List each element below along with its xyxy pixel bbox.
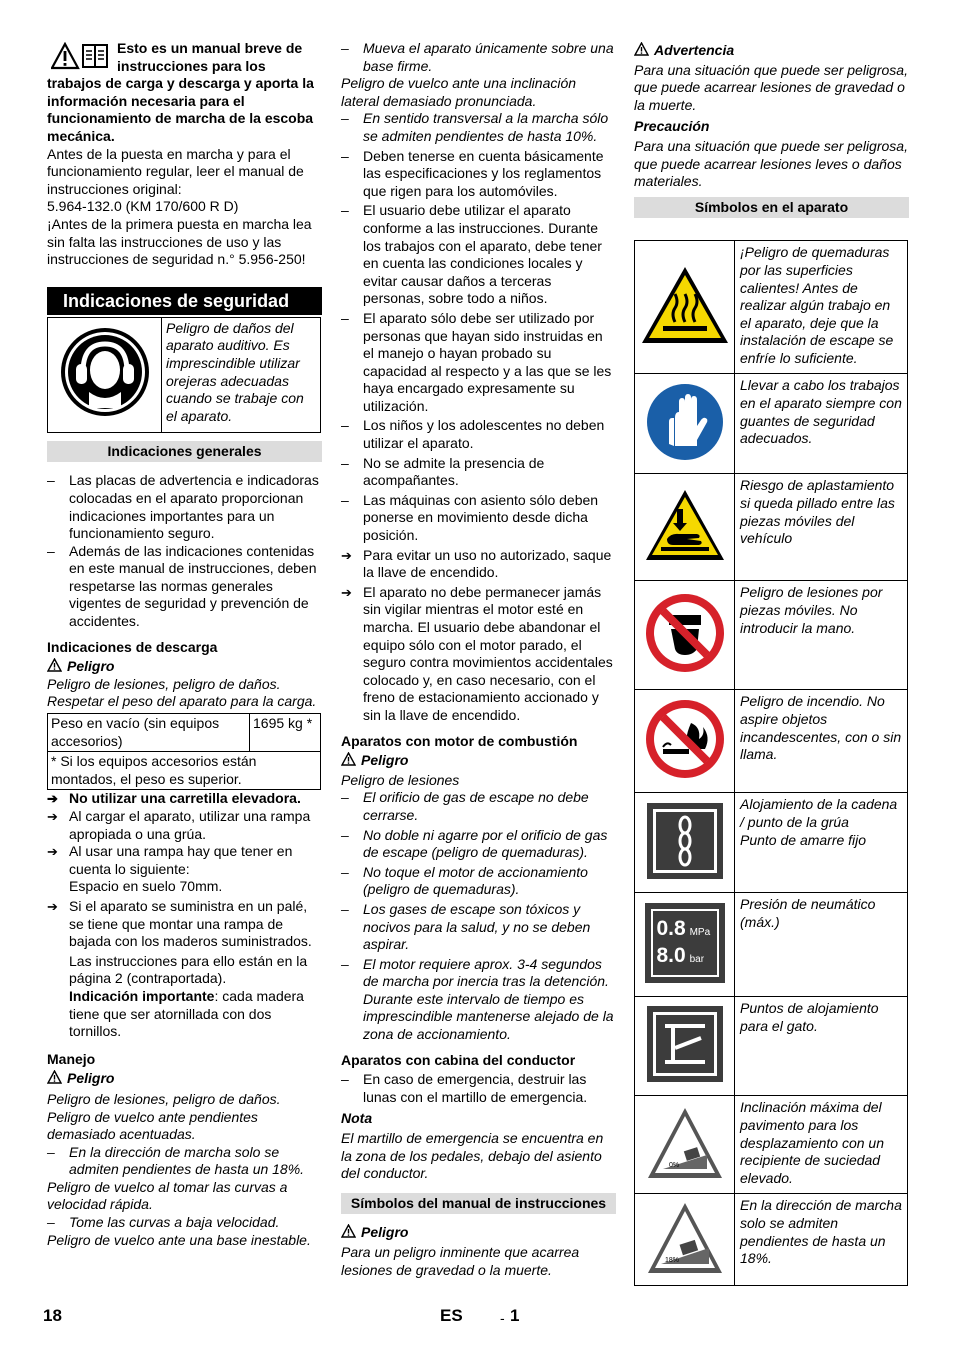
table-row: [635, 893, 908, 997]
tire-pressure-icon: [645, 903, 725, 983]
list-item: – Los niños y los adolescentes no deben utilizar el aparato.: [341, 417, 616, 452]
combustion-title: Aparatos con motor de combustión: [341, 732, 578, 749]
table-row: [635, 690, 908, 793]
intro-p3: ¡Antes de la primera puesta en marcha lea sin falta las instrucciones de uso y las instrucciones de seguridad n.° 5.956-250!: [47, 215, 312, 268]
symbol-text: ¡Peligro de quemaduras por las superficies calientes! Antes de realizar algún trabajo en el aparato, deje que la instalación de escape se enfríe lo suficiente.: [735, 241, 908, 374]
ear-protection-text: Peligro de daños del aparato auditivo. Es imprescindible utilizar orejeras adecuadas cuando se trabaje con el aparato.: [162, 317, 321, 432]
list-item: – No se admite la presencia de acompañantes.: [341, 455, 616, 490]
combustion-sub: Peligro de lesiones: [341, 771, 460, 788]
symbol-text: Llevar a cabo los trabajos en el aparato siempre con guantes de seguridad adecuados.: [735, 374, 908, 474]
column-left: [47, 40, 322, 1249]
warning-label: Advertencia: [654, 42, 735, 58]
intro-bold: Esto es un manual breve de instrucciones para los trabajos de carga y descarga y aporta la información necesaria para el funcionamiento de marcha de la escoba mecánica.: [47, 40, 314, 144]
list-item: – Mueva el aparato únicamente sobre una base firme.: [341, 40, 616, 75]
list-item: – Los gases de escape son tóxicos y nocivos para la salud, y no se deben aspirar.: [341, 901, 616, 954]
warning-icon: [47, 1070, 62, 1084]
list-item: – El aparato sólo debe ser utilizado por personas que hayan sido instruidas en el manejo o hayan probado su capacidad al respecto y a las que se les haya encargado expresamente su utilización.: [341, 310, 616, 416]
weight-table: [47, 713, 321, 790]
pressure-mpa-unit: MPa: [689, 926, 711, 938]
safety-title: Indicaciones de seguridad: [47, 287, 322, 315]
jack-point-icon: [645, 1004, 725, 1084]
hot-surface-icon: [639, 264, 731, 346]
symbol-text: Puntos de alojamiento para el gato.: [735, 997, 908, 1096]
table-row: [635, 241, 908, 374]
ear-protection-table: [47, 317, 321, 433]
column-middle: [341, 40, 616, 1279]
manejo-danger-3: Peligro de vuelco al tomar las curvas a velocidad rápida.: [47, 1178, 288, 1213]
danger-label: Peligro: [67, 1070, 115, 1087]
list-item: – No doble ni agarre por el orificio de gas de escape (peligro de quemaduras).: [341, 827, 616, 862]
gloves-icon: [645, 382, 725, 462]
warning-icon: [634, 42, 649, 56]
danger-label: Peligro: [361, 752, 409, 769]
device-symbols-title: Símbolos en el aparato: [634, 197, 909, 219]
symbol-text: Alojamiento de la cadena / punto de la grúa Punto de amarre fijo: [735, 793, 908, 893]
intro-block: [47, 40, 322, 269]
symbol-text: Peligro de incendio. No aspire objetos incandescentes, con o sin llama.: [735, 690, 908, 793]
list-item: – No toque el motor de accionamiento (peligro de quemaduras).: [341, 864, 616, 899]
unload-danger: Peligro de lesiones, peligro de daños. Respetar el peso del aparato para la carga.: [47, 675, 317, 710]
general-title: Indicaciones generales: [47, 441, 322, 463]
list-item: ➔ Si el aparato se suministra en un palé, se tiene que montar una rampa de bajada con los maderos suministrados.: [47, 898, 322, 951]
list-item: – Tome las curvas a baja velocidad.: [47, 1214, 322, 1232]
page-number: 18: [43, 1306, 62, 1325]
symbol-text: Presión de neumático (máx.): [735, 893, 908, 997]
list-item: – En sentido transversal a la marcha sólo se admiten pendientes de hasta 10%.: [341, 110, 616, 145]
symbol-text: Peligro de lesiones por piezas móviles. No introducir la mano.: [735, 581, 908, 690]
crush-hazard-icon: [643, 487, 727, 563]
list-item: ➔ El aparato no debe permanecer jamás sin vigilar mientras el motor esté en marcha. El usuario debe abandonar el equipo sólo con el motor parado, el seguro contra movimientos accidentales colocado y, en caso necesario, con el freno de estacionamiento accionado y sin la llave de encendido.: [341, 584, 616, 725]
manual-symbols-title: Símbolos del manual de instrucciones: [341, 1193, 616, 1215]
list-item: – En caso de emergencia, destruir las lunas con el martillo de emergencia.: [341, 1071, 616, 1106]
list-item: – En la dirección de marcha solo se admiten pendientes de hasta un 18%.: [47, 1144, 322, 1179]
list-item: ➔ Al cargar el aparato, utilizar una rampa apropiada o una grúa.: [47, 808, 322, 843]
symbol-text: Inclinación máxima del pavimento para los desplazamiento con un recipiente de suciedad elevado.: [735, 1096, 908, 1194]
unload-title: Indicaciones de descarga: [47, 638, 218, 655]
table-row: [635, 1194, 908, 1286]
chain-point-icon: [645, 801, 725, 881]
max-incline-icon: [645, 1105, 725, 1181]
lateral-danger: Peligro de vuelco ante una inclinación lateral demasiado pronunciada.: [341, 75, 577, 109]
manejo-danger-2: Peligro de vuelco ante pendientes demasiado acentuadas.: [47, 1108, 258, 1143]
list-item: – Las placas de advertencia e indicadoras colocadas en el aparato proporcionan indicaciones importantes para un funcionamiento seguro.: [47, 472, 322, 542]
weight-value: 1695 kg *: [250, 714, 321, 752]
manual-icons: [51, 42, 111, 75]
ear-protection-icon: [59, 326, 151, 418]
warning-icon: [341, 752, 356, 766]
symbol-text: En la dirección de marcha solo se admiten pendientes de hasta un 18%.: [735, 1194, 908, 1286]
pressure-bar-unit: bar: [689, 953, 705, 965]
ramp-space: Espacio en suelo 70mm.: [69, 878, 223, 895]
weight-label: Peso en vacío (sin equipos accesorios): [48, 714, 250, 752]
list-item: – Las máquinas con asiento sólo deben ponerse en movimiento desde dicha posición.: [341, 492, 616, 545]
weight-note: * Si los equipos accesorios están montados, el peso es superior.: [48, 752, 321, 790]
list-item: – El orificio de gas de escape no debe cerrarse.: [341, 789, 616, 824]
warning-book-icon: [51, 42, 111, 70]
warning-text: Para una situación que puede ser peligrosa, que puede acarrear lesiones de gravedad o la muerte.: [634, 61, 908, 113]
table-row: [635, 581, 908, 690]
section-number: 1: [510, 1306, 520, 1325]
warning-icon: [47, 658, 62, 672]
table-row: [635, 374, 908, 474]
caution-label: Precaución: [634, 118, 710, 135]
list-item: – Además de las indicaciones contenidas en este manual de instrucciones, deben respetarse las normas generales vigentes de seguridad y prevención de accidentes.: [47, 543, 322, 631]
list-item: ➔ No utilizar una carretilla elevadora.: [47, 790, 322, 808]
table-row: [635, 997, 908, 1096]
column-right: [634, 40, 909, 1286]
symbol-text: Riesgo de aplastamiento si queda pillado entre las piezas móviles del vehículo: [735, 474, 908, 581]
cabin-title: Aparatos con cabina del conductor: [341, 1051, 576, 1068]
manual-danger-text: Para un peligro inminente que acarrea lesiones de gravedad o la muerte.: [341, 1244, 580, 1278]
important-label: Indicación importante: [69, 987, 215, 1004]
footer-separator: -: [500, 1310, 505, 1326]
intro-p2: 5.964-132.0 (KM 170/600 R D): [47, 198, 239, 215]
device-symbols-table: [634, 240, 908, 1286]
language-code: ES: [440, 1306, 463, 1325]
table-row: [635, 1096, 908, 1194]
warning-icon: [341, 1224, 356, 1238]
manejo-danger-4: Peligro de vuelco ante una base inestable.: [47, 1231, 311, 1248]
list-item: ➔ Al usar una rampa hay que tener en cuenta lo siguiente:: [47, 843, 322, 878]
pallet-instructions: Las instrucciones para ello están en la página 2 (contraportada).: [69, 952, 308, 987]
list-item: – Deben tenerse en cuenta básicamente las especificaciones y los reglamentos que rigen para los automóviles.: [341, 148, 616, 201]
no-hand-icon: [643, 591, 727, 675]
manejo-danger-1: Peligro de lesiones, peligro de daños.: [47, 1090, 281, 1107]
caution-text: Para una situación que puede ser peligrosa, que puede acarrear lesiones leves o daños materiales.: [634, 137, 908, 190]
table-row: [635, 474, 908, 581]
note-text: El martillo de emergencia se encuentra en la zona de los pedales, debajo del asiento del conductor.: [341, 1130, 604, 1182]
no-fire-icon: [643, 697, 727, 781]
danger-label: Peligro: [361, 1224, 409, 1241]
important-text: : cada madera tiene que ser atornillada con dos tornillos.: [69, 987, 304, 1040]
list-item: ➔ Para evitar un uso no autorizado, saque la llave de encendido.: [341, 547, 616, 582]
danger-label: Peligro: [67, 658, 115, 675]
pressure-mpa: 0.8: [656, 916, 686, 940]
incline-b-label: 18%: [664, 1256, 679, 1264]
incline-a-label: 0%: [668, 1161, 679, 1169]
list-item: – El usuario debe utilizar el aparato conforme a las instrucciones. Durante los trabajos con el aparato, debe tener en cuenta las condiciones locales y evitar causar daños a terceras personas, sobre todo a niños.: [341, 202, 616, 308]
table-row: [635, 793, 908, 893]
manejo-title: Manejo: [47, 1050, 96, 1067]
pressure-bar: 8.0: [656, 943, 686, 967]
intro-p1: Antes de la puesta en marcha y para el funcionamiento regular, leer el manual de instrucciones original:: [47, 145, 304, 197]
incline-18-icon: [645, 1200, 725, 1276]
list-item: – El motor requiere aprox. 3-4 segundos de marcha por inercia tras la detención. Durante este intervalo de tiempo es imprescindible mantenerse alejado de la zona de accionamiento.: [341, 956, 616, 1044]
note-title: Nota: [341, 1110, 373, 1127]
